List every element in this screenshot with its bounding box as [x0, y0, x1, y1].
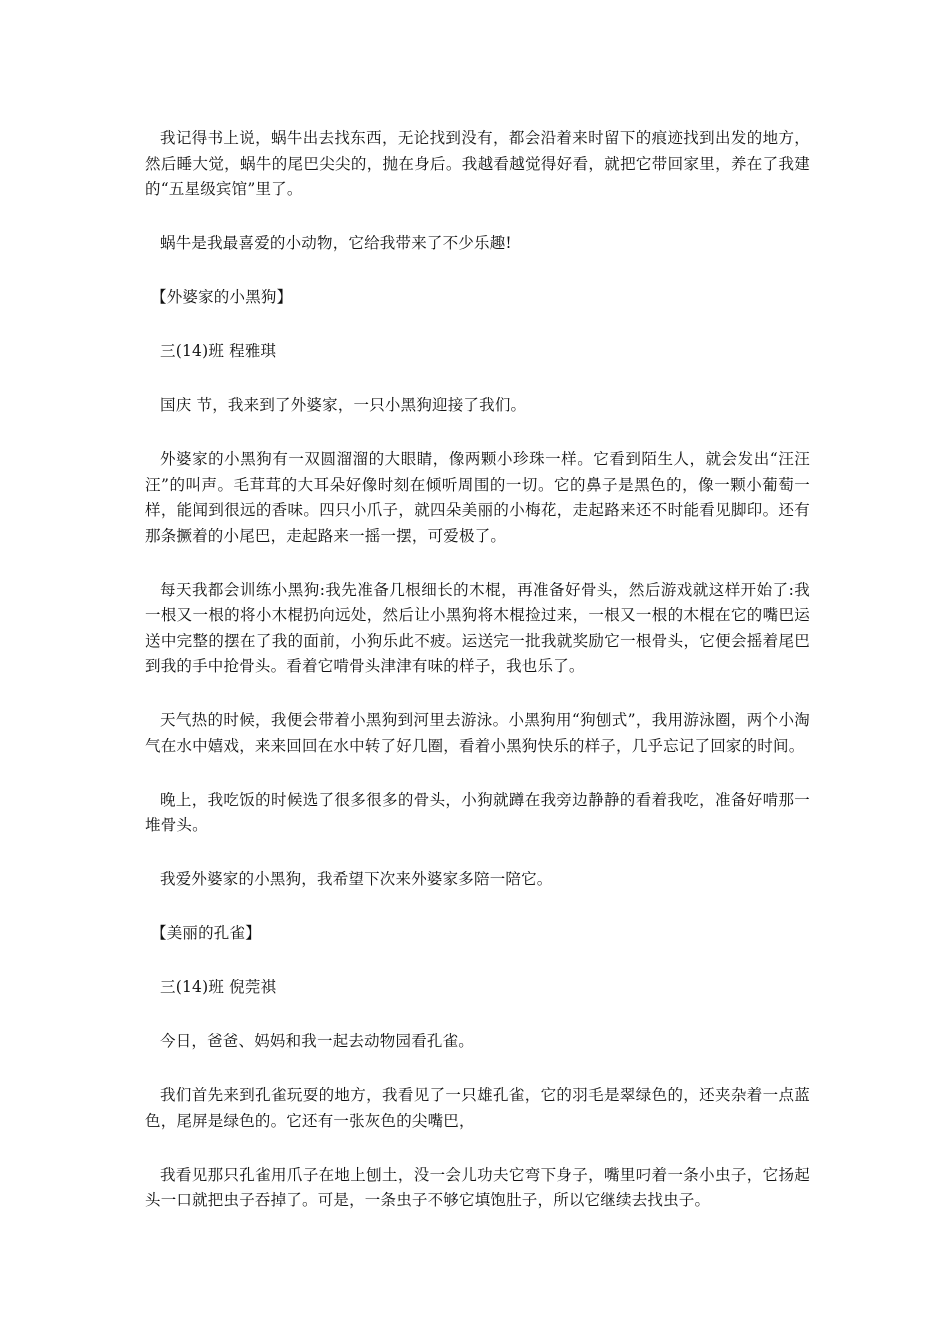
paragraph-dog-conclusion: 我爱外婆家的小黑狗，我希望下次来外婆家多陪一陪它。: [160, 870, 553, 888]
document-body: [145, 126, 810, 1242]
paragraph-dog-appearance: 外婆家的小黑狗有一双圆溜溜的大眼睛，像两颗小珍珠一样。它看到陌生人，就会发出“汪汪汪”的叫声。毛茸茸的大耳朵好像时刻在倾听周围的一切。它的鼻子是黑色的，像一颗小葡萄一样，能闻到很远的香味。四只小爪子，就四朵美丽的小梅花，走起路来还不时能看见脚印。还有那条撅着的小尾巴，走起路来一摇一摆，可爱极了。: [145, 450, 810, 545]
paragraph-dog-swimming: 天气热的时候，我便会带着小黑狗到河里去游泳。小黑狗用“狗刨式”，我用游泳圈，两个小淘气在水中嬉戏，来来回回在水中转了好几圈，看着小黑狗快乐的样子，几乎忘记了回家的时间。: [145, 711, 810, 755]
paragraph-snail-conclusion: 蜗牛是我最喜爱的小动物，它给我带来了不少乐趣!: [160, 234, 512, 252]
paragraph-zoo-visit: 今日，爸爸、妈妈和我一起去动物园看孔雀。: [160, 1032, 475, 1050]
paragraph-snail-habit: 我记得书上说，蜗牛出去找东西，无论找到没有，都会沿着来时留下的痕迹找到出发的地方，然后睡大觉，蜗牛的尾巴尖尖的，抛在身后。我越看越觉得好看，就把它带回家里，养在了我建的“五星级宾馆”里了。: [145, 129, 810, 198]
paragraph-peacock-eating: 我看见那只孔雀用爪子在地上刨土，没一会儿功夫它弯下身子，嘴里叼着一条小虫子，它扬起头一口就把虫子吞掉了。可是，一条虫子不够它填饱肚子，所以它继续去找虫子。: [145, 1165, 810, 1209]
essay-title-peacock: 【美丽的孔雀】: [151, 924, 261, 942]
author-line-peacock: 三(14)班 倪莞祺: [160, 978, 277, 996]
author-line-black-dog: 三(14)班 程雅琪: [160, 342, 277, 360]
paragraph-dog-training: 每天我都会训练小黑狗:我先准备几根细长的木棍，再准备好骨头，然后游戏就这样开始了:我一根又一根的将小木棍扔向远处，然后让小黑狗将木棍捡过来，一根又一根的木棍在它的嘴巴运送中完整的摆在了我的面前，小狗乐此不疲。运送完一批我就奖励它一根骨头，它便会摇着尾巴到我的手中抢骨头。看着它啃骨头津津有味的样子，我也乐了。: [145, 580, 810, 675]
essay-title-black-dog: 【外婆家的小黑狗】: [151, 288, 293, 306]
paragraph-peacock-appearance: 我们首先来到孔雀玩耍的地方，我看见了一只雄孔雀，它的羽毛是翠绿色的，还夹杂着一点蓝色，尾屏是绿色的。它还有一张灰色的尖嘴巴，: [145, 1086, 810, 1130]
paragraph-dog-evening: 晚上，我吃饭的时候选了很多很多的骨头，小狗就蹲在我旁边静静的看着我吃，准备好啃那一堆骨头。: [145, 790, 810, 834]
paragraph-national-day: 国庆 节，我来到了外婆家，一只小黑狗迎接了我们。: [160, 396, 527, 414]
